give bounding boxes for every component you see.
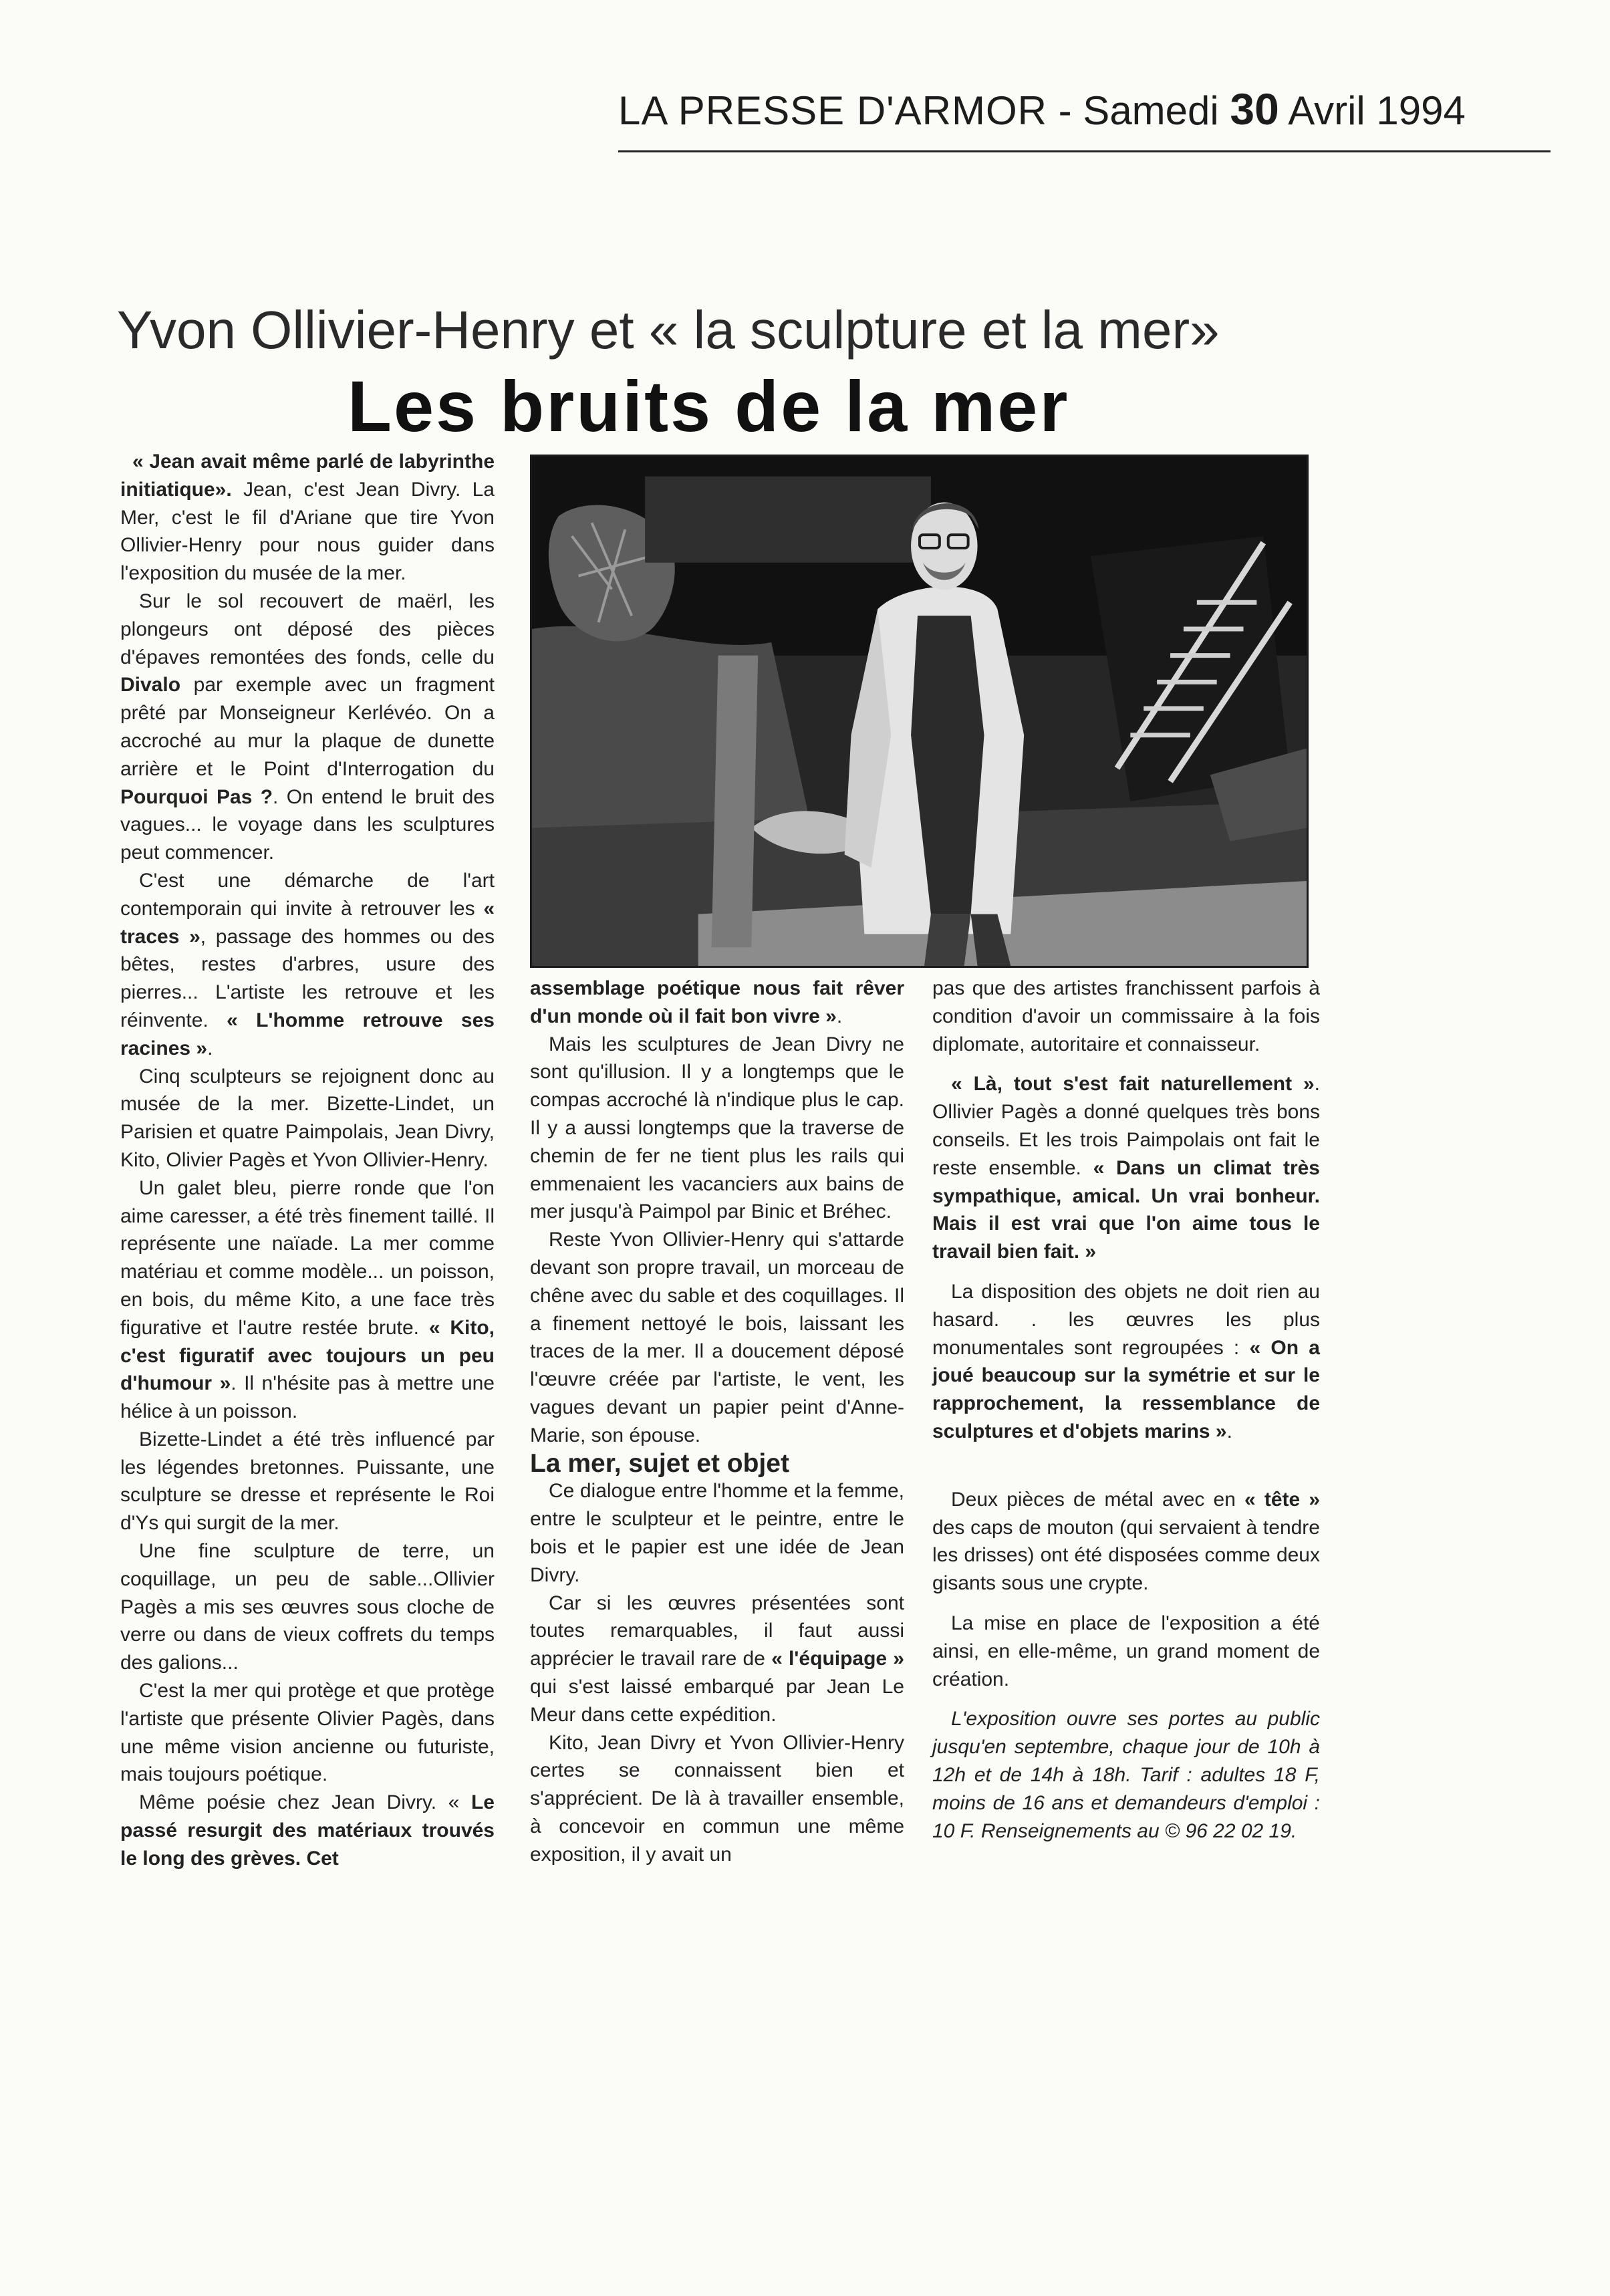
paragraph: Sur le sol recouvert de maërl, les plongeurs ont déposé des pièces d'épaves remontées des fonds, celle du Divalo par exemple avec un fragment prêté par Monseigneur Kerlévéo. On a accroché au mur la plaque de dunette arrière et le Point d'Interrogation du Pourquoi Pas ?. On entend le bruit des vagues... le voyage dans les sculptures peut commencer. bbox=[120, 590, 495, 864]
article-kicker: Yvon Ollivier-Henry et « la sculpture et la mer» bbox=[117, 300, 1220, 360]
newspaper-name: LA PRESSE D'ARMOR bbox=[618, 88, 1047, 133]
article-headline: Les bruits de la mer bbox=[348, 366, 1070, 447]
article-column-2 bbox=[530, 975, 904, 1869]
paragraph: La disposition des objets ne doit rien au hasard. . les œuvres les plus monumentales sont regroupées : « On a joué beaucoup sur la symétrie et sur le rapprochement, la ressemblance de sculptures et d'objets marins ». bbox=[932, 1280, 1320, 1442]
paragraph: La mise en place de l'exposition a été ainsi, en elle-même, un grand moment de création. bbox=[932, 1612, 1320, 1690]
paragraph: Cinq sculpteurs se rejoignent donc au musée de la mer. Bizette-Lindet, un Parisien et quatre Paimpolais, Jean Divry, Kito, Olivier Pagès et Yvon Ollivier-Henry. bbox=[120, 1065, 495, 1171]
exhibition-info: L'exposition ouvre ses portes au public jusqu'en septembre, chaque jour de 10h à 12h et de 14h à 18h. Tarif : adultes 18 F, moins de 16 ans et demandeurs d'emploi : 10 F. Renseignements au © 96 22 02 19. bbox=[932, 1708, 1320, 1842]
quote-bold: « Jean avait même parlé de labyrinthe initiatique». bbox=[120, 451, 495, 501]
masthead-day: 30 bbox=[1230, 84, 1279, 134]
paragraph: C'est la mer qui protège et que protège l'artiste que présente Olivier Pagès, dans une même vision ancienne ou futuriste, mais toujours poétique. bbox=[120, 1680, 495, 1786]
paragraph: Ce dialogue entre l'homme et la femme, entre le sculpteur et le peintre, entre le bois et le papier est une idée de Jean Divry. bbox=[530, 1480, 904, 1586]
article-column-3 bbox=[932, 975, 1320, 1845]
paragraph: Une fine sculpture de terre, un coquillage, un peu de sable...Ollivier Pagès a mis ses œuvres sous cloche de verre ou dans de vieux coffrets du temps des galions... bbox=[120, 1540, 495, 1674]
subheading: La mer, sujet et objet bbox=[530, 1448, 789, 1478]
paragraph: Mais les sculptures de Jean Divry ne sont qu'illusion. Il y a longtemps que le compas accroché là n'indique plus le cap. Il y a aussi longtemps que la traverse de chemin de fer ne tient plus les rails qui emmenaient les vacanciers aux bains de mer jusqu'à Paimpol par Binic et Bréhec. bbox=[530, 1033, 904, 1223]
paragraph: « Jean avait même parlé de labyrinthe initiatique». Jean, c'est Jean Divry. La Mer, c'est le fil d'Ariane que tire Yvon Ollivier-Henry pour nous guider dans l'exposition du musée de la mer. bbox=[120, 451, 495, 585]
paragraph: Un galet bleu, pierre ronde que l'on aime caresser, a été très finement taillé. Il représente une naïade. La mer comme matériau et comme modèle... un poisson, en bois, du même Kito, a une face très figurative et l'autre restée brute. « Kito, c'est figuratif avec toujours un peu d'humour ». Il n'hésite pas à mettre une hélice à un poisson. bbox=[120, 1176, 495, 1423]
paragraph: Même poésie chez Jean Divry. « Le passé resurgit des matériaux trouvés le long des grèves. Cet bbox=[120, 1791, 495, 1870]
masthead bbox=[618, 84, 1551, 152]
paragraph: Car si les œuvres présentées sont toutes remarquables, il faut aussi apprécier le travail rare de « l'équipage » qui s'est laissé embarqué par Jean Le Meur dans cette expédition. bbox=[530, 1591, 904, 1726]
paragraph: pas que des artistes franchissent parfois à condition d'avoir un commissaire à la fois diplomate, autoritaire et connaisseur. bbox=[932, 977, 1320, 1055]
paragraph: Reste Yvon Ollivier-Henry qui s'attarde devant son propre travail, un morceau de chêne avec du sable et des coquillages. Il a finement nettoyé le bois, laissant les traces de la mer. Il a doucement déposé l'œuvre créée par l'artiste, le vent, les vagues devant un papier peint d'Anne-Marie, son épouse. bbox=[530, 1229, 904, 1446]
paragraph: Deux pièces de métal avec en « tête » des caps de mouton (qui servaient à tendre les drisses) ont été disposées comme deux gisants sous une crypte. bbox=[932, 1488, 1320, 1595]
paragraph: Bizette-Lindet a été très influencé par les légendes bretonnes. Puissante, une sculpture se dresse et représente le Roi d'Ys qui surgit de la mer. bbox=[120, 1428, 495, 1535]
photo-of-man-in-exhibition bbox=[532, 457, 1307, 966]
paragraph: C'est une démarche de l'art contemporain qui invite à retrouver les « traces », passage des hommes ou des bêtes, restes d'arbres, usure des pierres... L'artiste les retrouve et les réinvente. « L'homme retrouve ses racines ». bbox=[120, 869, 495, 1059]
article-column-1 bbox=[120, 448, 495, 1873]
paragraph: assemblage poétique nous fait rêver d'un monde où il fait bon vivre ». bbox=[530, 977, 904, 1027]
article-photo bbox=[530, 455, 1309, 968]
paragraph: Kito, Jean Divry et Yvon Ollivier-Henry certes se connaissent bien et s'apprécient. De là à travailler ensemble, à concevoir en commun une même exposition, il y avait un bbox=[530, 1731, 904, 1866]
masthead-weekday: Samedi bbox=[1083, 88, 1230, 133]
masthead-separator: - bbox=[1047, 88, 1083, 133]
masthead-month-year: Avril 1994 bbox=[1279, 88, 1466, 133]
paragraph: « Là, tout s'est fait naturellement ». Ollivier Pagès a donné quelques très bons conseils. Et les trois Paimpolais ont fait le reste ensemble. « Dans un climat très sympathique, amical. Un vrai bonheur. Mais il est vrai que l'on aime tous le travail bien fait. » bbox=[932, 1073, 1320, 1263]
